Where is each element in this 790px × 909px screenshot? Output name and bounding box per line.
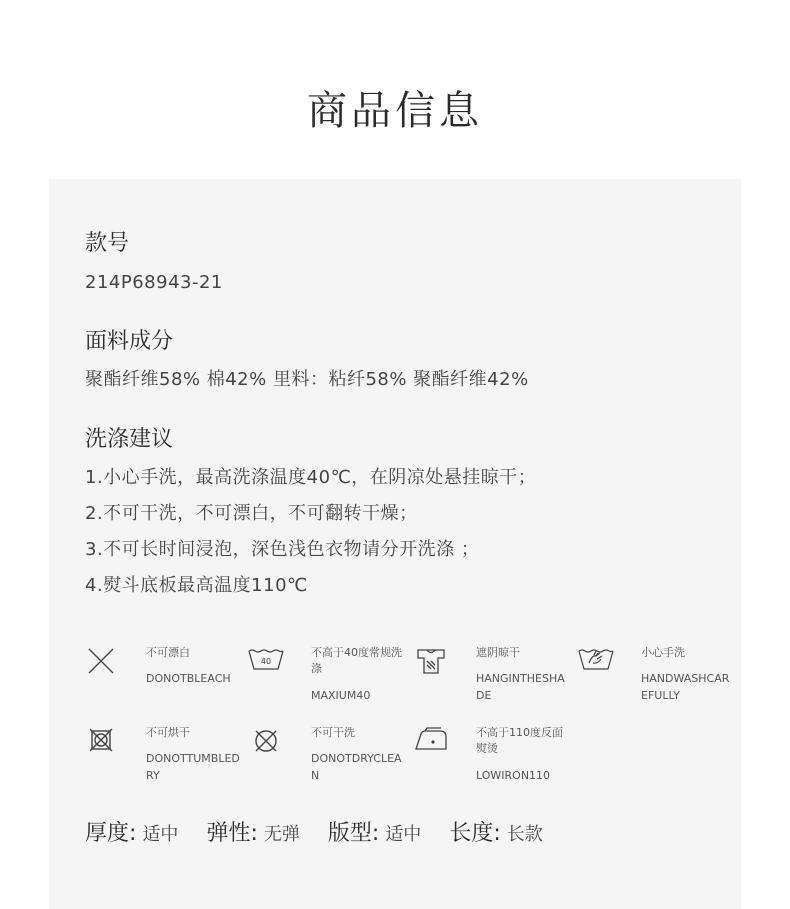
spec-elasticity-label: 弹性 (206, 821, 251, 846)
spec-fit-value: 适中 (385, 824, 422, 845)
symbol-en-label: DONOTBLEACH (146, 672, 231, 685)
symbol-cn-label: 遮阴晾干 (476, 646, 520, 659)
care-heading: 洗涤建议 (85, 427, 174, 452)
fabric-heading: 面料成分 (85, 329, 174, 354)
symbol-cn-label: 不高于110度反面熨烫 (476, 726, 563, 755)
symbol-en-label: HANGINTHESHADE (476, 672, 565, 702)
spec-colon: : (371, 821, 380, 846)
symbol-en-label: DONOTTUMBLEDRY (146, 752, 240, 782)
spec-colon: : (493, 821, 501, 846)
care-line: 4.熨斗底板最高温度110℃ (85, 575, 308, 596)
no-dry-clean-icon (246, 725, 286, 757)
spec-thickness-label: 厚度 (85, 821, 130, 846)
model-value: 214P68943-21 (85, 272, 223, 293)
low-iron-icon (411, 725, 451, 757)
spec-row (85, 816, 571, 848)
spec-colon: : (129, 821, 137, 846)
hand-wash-icon (576, 645, 616, 677)
wash-40-icon (246, 645, 286, 677)
fabric-value: 聚酯纤维58% 棉42% 里料：粘纤58% 聚酯纤维42% (85, 369, 529, 390)
care-line: 3.不可长时间浸泡，深色浅色衣物请分开洗涤 ； (85, 539, 480, 560)
no-bleach-icon (81, 645, 121, 677)
symbol-cn-label: 小心手洗 (641, 646, 685, 659)
care-line: 2.不可干洗，不可漂白，不可翻转干燥； (85, 503, 418, 524)
symbol-cn-label: 不可漂白 (146, 646, 190, 659)
care-line: 1.小心手洗，最高洗涤温度40℃，在阴凉处悬挂晾干； (85, 467, 537, 488)
spec-length-value: 长款 (506, 824, 543, 845)
symbol-cn-label: 不高于40度常规洗涤 (311, 646, 402, 675)
symbol-en-label: DONOTDRYCLEAN (311, 752, 402, 782)
symbol-cn-label: 不可烘干 (146, 726, 190, 739)
page-title: 商品信息 (307, 88, 483, 134)
product-info-panel (49, 179, 741, 909)
symbol-en-label: MAXIUM40 (311, 689, 371, 702)
spec-colon: : (250, 821, 258, 846)
hang-in-shade-icon (411, 645, 451, 677)
spec-thickness-value: 适中 (142, 824, 179, 845)
spec-elasticity-value: 无弹 (263, 824, 300, 845)
symbol-cn-label: 不可干洗 (311, 726, 355, 739)
wash-temp-label: 40 (260, 657, 272, 666)
spec-fit-label: 版型 (327, 821, 372, 846)
symbol-en-label: HANDWASHCAREFULLY (641, 672, 730, 702)
spec-length-label: 长度 (449, 821, 494, 846)
no-tumble-dry-icon (81, 725, 121, 757)
symbol-en-label: LOWIRON110 (476, 769, 551, 782)
model-heading: 款号 (85, 231, 130, 256)
